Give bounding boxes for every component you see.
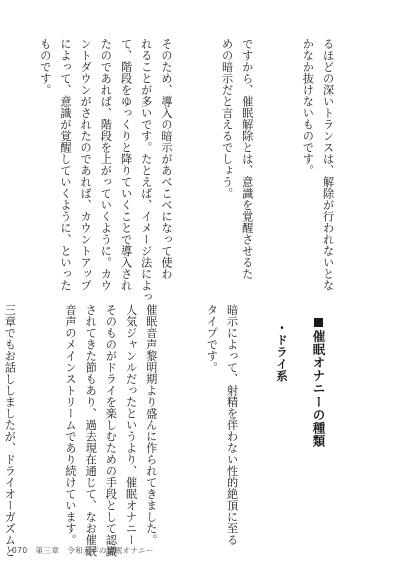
subsection-heading: ・ドライ系 — [275, 322, 289, 383]
lower-paragraph: 催眠音声黎明期より盛んに作られてきました。 人気ジャンルだったというより、催眠オナニー そのものがドライを楽しむための手段として認識 されてきた節もあり、過去現在通じて、なお催眠 音声のメインストリームであり続けています。 — [63, 304, 158, 557]
page-number: 070 — [12, 546, 28, 555]
lower-text-block — [0, 304, 282, 557]
upper-text-block — [0, 38, 378, 303]
upper-paragraph: るほどの深いトランスは、解除が行われないとな かなか抜けないものです。 — [301, 38, 335, 291]
page-footer — [12, 545, 162, 556]
section-heading: 催眠オナニーの種類 — [294, 298, 342, 448]
chapter-title: 令和元年の催眠オナニー — [67, 546, 154, 555]
lower-paragraph: 三章でもお話ししましたが、ドライオーガズムと — [3, 304, 17, 557]
lower-paragraph: 暗示によって、射精を伴わない性的絶頂に至る タイプです。 — [205, 304, 239, 546]
heading-square-icon — [314, 318, 323, 327]
chapter-label: 第三章 — [35, 546, 60, 555]
upper-paragraph: ですから、催眠解除とは、意識を覚醒させるた めの暗示だと言えるでしょう。 — [220, 38, 254, 280]
upper-paragraph: そのため、導入の暗示があべこべになって使わ れることが多いです。たとえば、イメージ法によっ て、階段をゆっくりと降りていくことで導入され たのであれば、階段を上がっていくように。カウ ントダウンがされたのであれば、カウントアップ によって、意識が覚醒していくように、といった ものです。 — [38, 38, 173, 303]
